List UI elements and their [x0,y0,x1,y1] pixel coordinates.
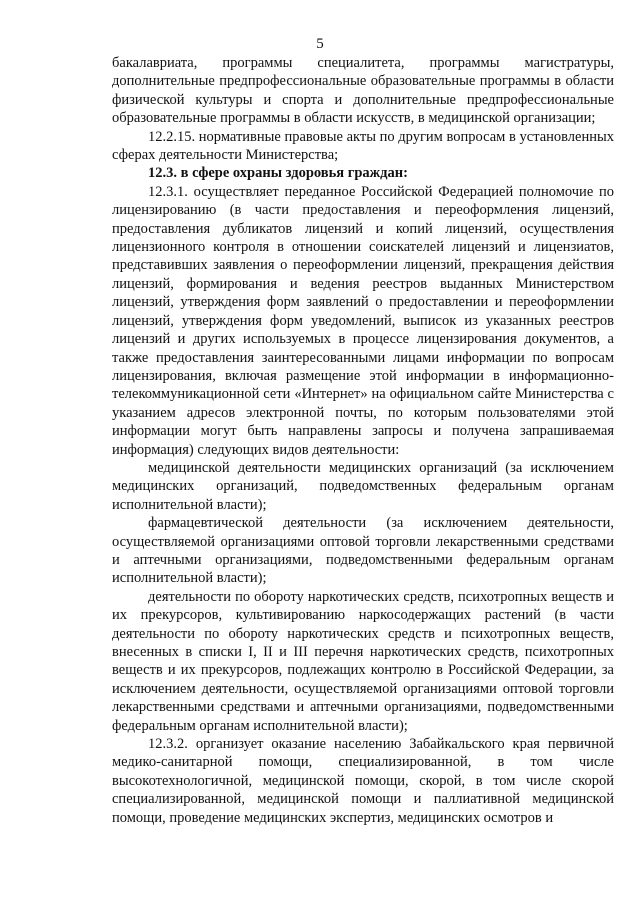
paragraph-12-3-2: 12.3.2. организует оказание населению Забайкальского края первичной медико-санитарной помощи, специализированной, в том числе высокотехнологичной, медицинской помощи, скорой, в том числе скорой специализированной, медицинской помощи и паллиативной медицинской помощи, проведение медицинских экспертиз, медицинских осмотров и [112,736,614,826]
list-item-narcotics-activity: деятельности по обороту наркотических средств, психотропных веществ и их прекурсоров, культивированию наркосодержащих растений (в части деятельности по обороту наркотических средств и психотропных веществ, внесенных в списки I, II и III перечня наркотических средств, психотропных веществ и их прекурсоров, подлежащих контролю в Российской Федерации, за исключением деятельности, осуществляемой организациями оптовой торговли лекарственными средствами и аптечными организациями, подведомственными федеральным органам исполнительной власти); [112,588,614,734]
list-item-pharmaceutical-activity: фармацевтической деятельности (за исключением деятельности, осуществляемой организациями оптовой торговли лекарственными средствами и аптечными организациями, подведомственными федеральным органам исполнительной власти); [112,515,614,587]
paragraph-12-3-1: 12.3.1. осуществляет переданное Российской Федерацией полномочие по лицензированию (в части предоставления и переоформления лицензий, предоставления дубликатов лицензий и копий лицензий, осуществления лицензионного контроля в отношении соискателей лицензий и лицензиатов, представивших заявления о переоформлении лицензий, прекращения действия лицензий, формирования и ведения реестров выданных Министерством лицензий, утверждения форм заявлений о предоставлении и переоформлении лицензий, утверждения форм уведомлений, выписок из указанных реестров лицензий и других используемых в процессе лицензирования документов, а также предоставления заинтересованными лицами информации по вопросам лицензирования, включая размещение этой информации в информационно-телекоммуникационной сети «Интернет» на официальном сайте Министерства с указанием адресов электронной почты, по которым пользователями этой информации могут быть направлены запросы и получена запрашиваемая информация) следующих видов деятельности: [112,183,614,458]
section-heading-12-3: 12.3. в сфере охраны здоровья граждан: [148,165,408,182]
page-number: 5 [316,36,324,52]
document-body [112,54,614,827]
list-item-medical-activity: медицинской деятельности медицинских организаций (за исключением медицинских организаций, подведомственных федеральным органам исполнительной власти); [112,459,614,513]
paragraph-continuation: бакалавриата, программы специалитета, программы магистратуры, дополнительные предпрофессиональные образовательные программы в области физической культуры и спорта и дополнительные предпрофессиональные образовательные программы в области искусств, в медицинской организации; [112,55,614,127]
paragraph-12-2-15: 12.2.15. нормативные правовые акты по другим вопросам в установленных сферах деятельности Министерства; [112,128,614,164]
